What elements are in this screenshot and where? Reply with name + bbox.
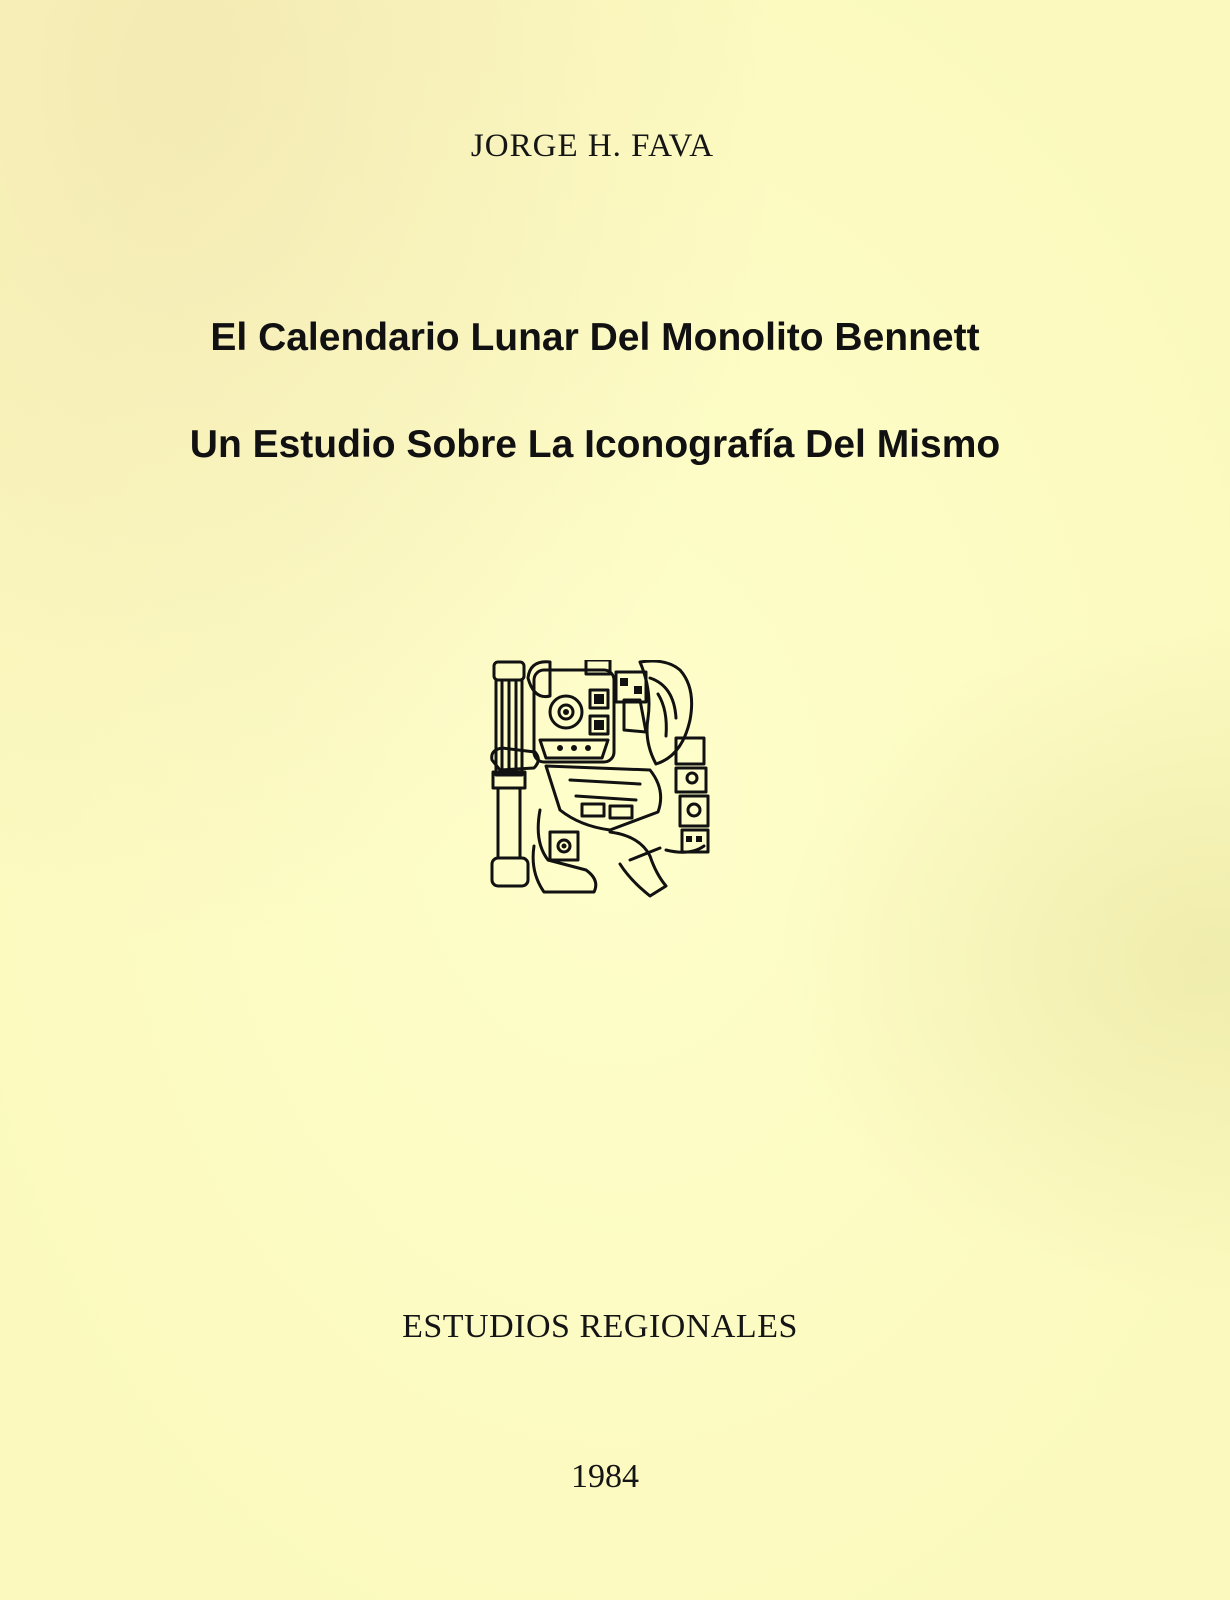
publisher-name: ESTUDIOS REGIONALES [402,1308,798,1345]
publication-year: 1984 [571,1458,639,1495]
title-line-2: Un Estudio Sobre La Iconografía Del Mismo [189,423,1001,466]
author-name: JORGE H. FAVA [470,128,715,164]
title-line-1: El Calendario Lunar Del Monolito Bennett [210,316,980,359]
tiwanaku-figure-icon [490,660,720,905]
